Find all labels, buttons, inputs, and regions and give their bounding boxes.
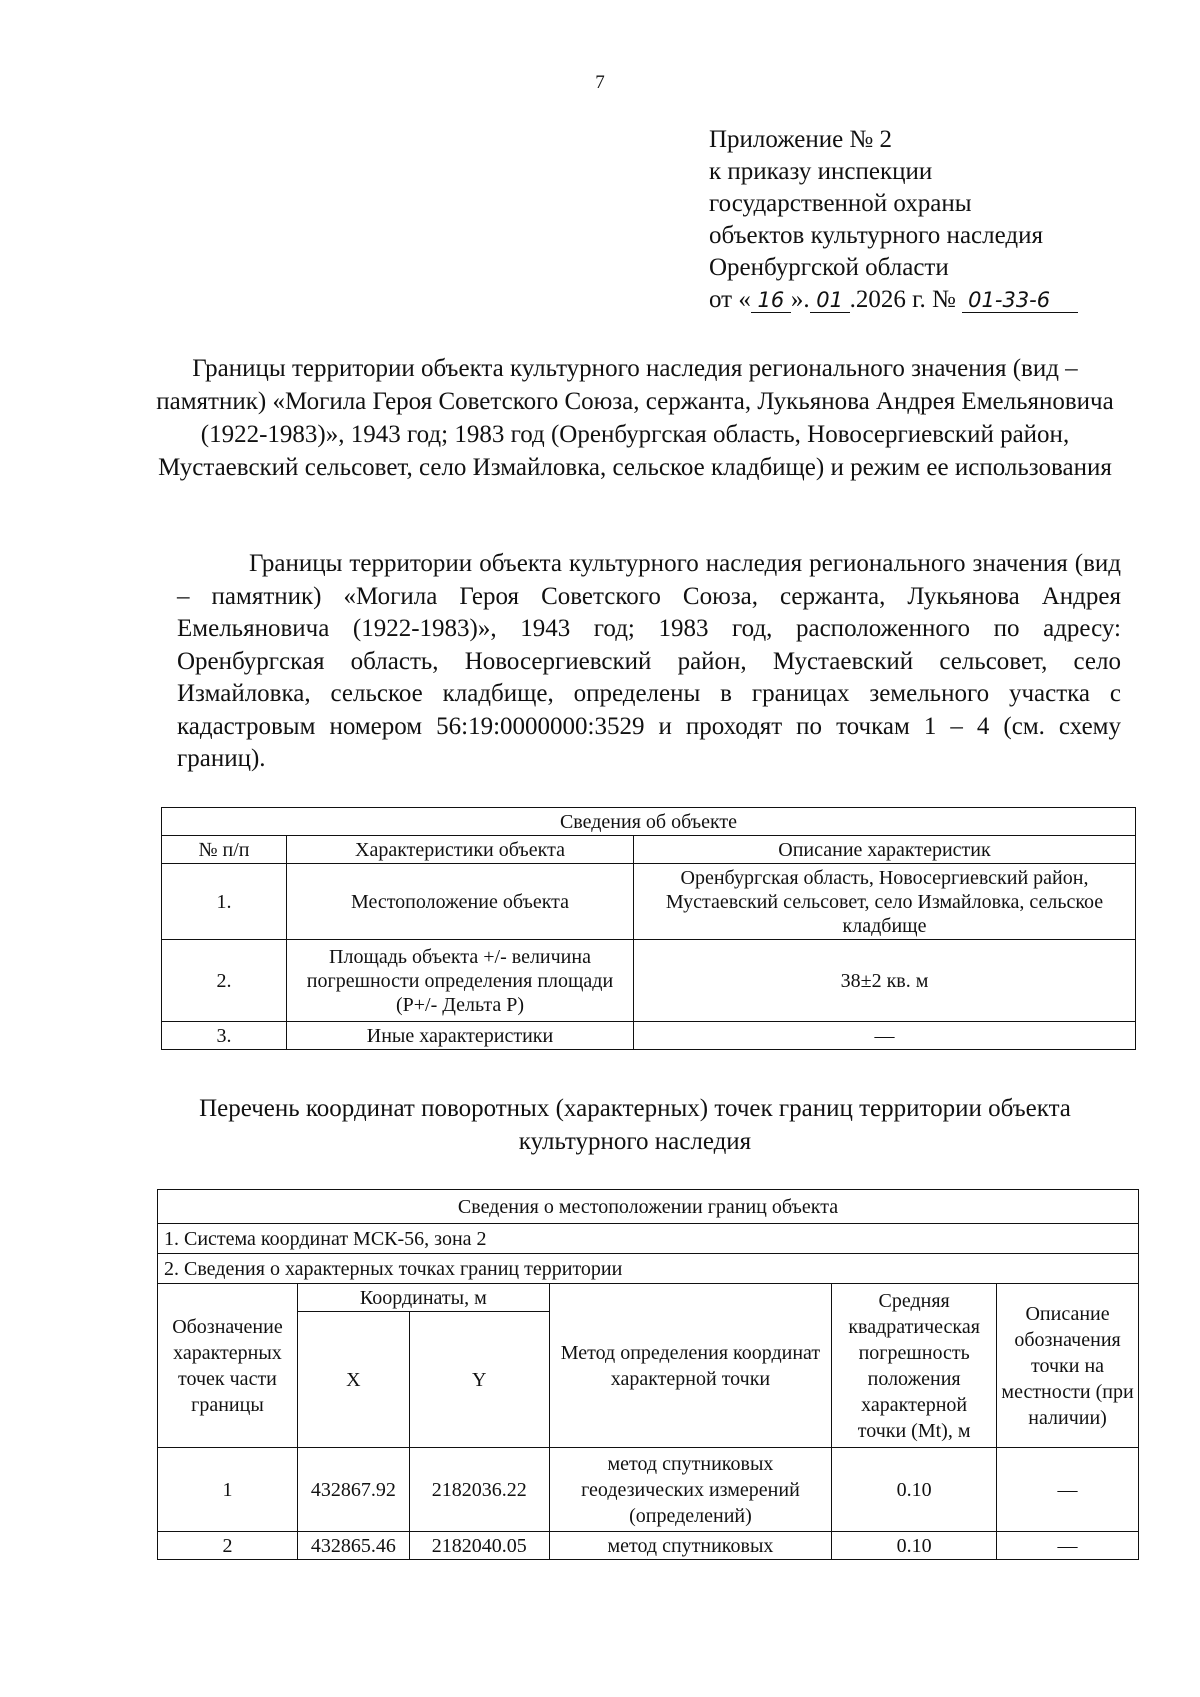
table-row [162,1022,1136,1050]
annex-line: Приложение № 2 [709,126,893,153]
column-header-coordinates: Координаты, м [297,1284,549,1312]
object-info-table [161,807,1136,1050]
cell-y: 2182040.05 [409,1532,549,1560]
column-header: Описание характеристик [634,836,1136,864]
cell-error: 0.10 [832,1532,997,1560]
cell-characteristic: Местоположение объекта [287,864,634,940]
column-header: № п/п [162,836,287,864]
cell-number: 2. [162,940,287,1022]
cell-description: — [634,1022,1136,1050]
annex-line: объектов культурного наследия [709,222,1043,249]
cell-method: метод спутниковых [549,1532,831,1560]
table-row [162,940,1136,1022]
cell-y: 2182036.22 [409,1448,549,1532]
column-header-method: Метод определения координат характерной точки [549,1284,831,1448]
cell-number: 3. [162,1022,287,1050]
page-number: 7 [595,72,605,93]
table-caption: Сведения о местоположении границ объекта [158,1190,1139,1224]
coordinates-title: Перечень координат поворотных (характерных) точек границ территории объекта культурного наследия [199,1095,1071,1155]
cell-point: 2 [158,1532,298,1560]
cell-description: Оренбургская область, Новосергиевский район, Мустаевский сельсовет, село Измайловка, сельское кладбище [634,864,1136,940]
column-header-designation: Обозначение характерных точек части границы [158,1284,298,1448]
cell-method: метод спутниковых геодезических измерений (определений) [549,1448,831,1532]
date-prefix: от « [709,286,751,313]
cell-x: 432867.92 [297,1448,409,1532]
coordinates-table [157,1189,1139,1560]
column-header-x: X [297,1312,409,1448]
cell-number: 1. [162,864,287,940]
coordinate-system: 1. Система координат МСК-56, зона 2 [158,1224,1139,1254]
annex-line: Оренбургской области [709,254,949,281]
cell-description: 38±2 кв. м [634,940,1136,1022]
cell-characteristic: Иные характеристики [287,1022,634,1050]
cell-description: — [997,1532,1139,1560]
annex-date-line [709,284,1139,316]
annex-line: государственной охраны [709,190,972,217]
cell-characteristic: Площадь объекта +/- величина погрешности определения площади (Р+/- Дельта Р) [287,940,634,1022]
date-suffix: .2026 г. № [849,286,956,313]
table-row [158,1448,1139,1532]
handwritten-day: 16 [751,288,791,313]
column-header-y: Y [409,1312,549,1448]
points-info-header: 2. Сведения о характерных точках границ территории [158,1254,1139,1284]
handwritten-month: 01 [810,288,850,313]
table-caption: Сведения об объекте [162,808,1136,836]
cell-point: 1 [158,1448,298,1532]
handwritten-order-number: 01-33-6 [962,288,1078,313]
annex-block [709,124,1139,316]
table-row [158,1532,1139,1560]
cell-error: 0.10 [832,1448,997,1532]
column-header-description: Описание обозначения точки на местности (при наличии) [997,1284,1139,1448]
table-row [162,864,1136,940]
date-mid: ». [790,286,810,313]
column-header: Характеристики объекта [287,836,634,864]
annex-line: к приказу инспекции [709,158,933,185]
document-title: Границы территории объекта культурного наследия регионального значения (вид – памятник) «Могила Героя Советского Союза, сержанта, Лукьянова Андрея Емельяновича (1922-1983)», 1943 год; 1983 год (Оренбургская область, Новосергиевский район, Мустаевский сельсовет, село Измайловка, сельское кладбище) и режим ее использования [156,355,1114,481]
column-header-error: Средняя квадратическая погрешность положения характерной точки (Mt), м [832,1284,997,1448]
cell-x: 432865.46 [297,1532,409,1560]
body-paragraph: Границы территории объекта культурного наследия регионального значения (вид – памятник) «Могила Героя Советского Союза, сержанта, Лукьянова Андрея Емельяновича (1922-1983)», 1943 год; 1983 год, расположенного по адресу: Оренбургская область, Новосергиевский район, Мустаевский сельсовет, село Измайловка, сельское кладбище, определены в границах земельного участка с кадастровым номером 56:19:0000000:3529 и проходят по точкам 1 – 4 (см. схему границ). [177,550,1121,772]
cell-description: — [997,1448,1139,1532]
